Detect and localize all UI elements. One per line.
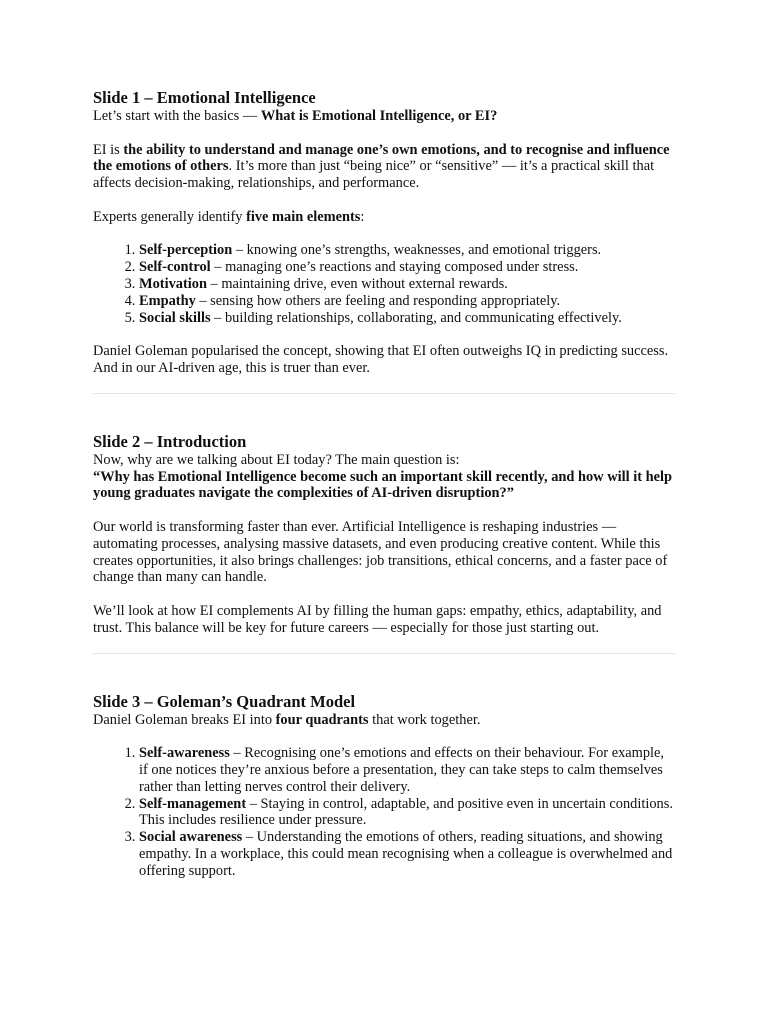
slide-1-closing: Daniel Goleman popularised the concept, showing that EI often outweighs IQ in predicting success. And in our AI-driven age, this is truer than ever. bbox=[93, 343, 669, 376]
slide-1-intro: Let’s start with the basics — What is Emotional Intelligence, or EI? bbox=[93, 108, 498, 124]
slide-2-title: Slide 2 – Introduction bbox=[93, 431, 247, 451]
slide-2-lead: Now, why are we talking about EI today? The main question is: bbox=[93, 451, 460, 468]
section-divider bbox=[93, 653, 675, 654]
slide-3-section bbox=[93, 692, 675, 880]
list-item: 4. Empathy – sensing how others are feeling and responding appropriately. bbox=[139, 293, 675, 310]
list-item: 1. Self-perception – knowing one’s strengths, weaknesses, and emotional triggers. bbox=[139, 242, 675, 259]
list-item: 2. Self-control – managing one’s reactions and staying composed under stress. bbox=[139, 259, 675, 276]
slide-2-question: “Why has Emotional Intelligence become such an important skill recently, and how will it help young graduates navigate the complexities of AI-driven disruption?” bbox=[93, 468, 672, 502]
slide-3-intro: Daniel Goleman breaks EI into four quadrants that work together. bbox=[93, 711, 481, 728]
list-item: 3. Motivation – maintaining drive, even without external rewards. bbox=[139, 276, 675, 293]
slide-1-title: Slide 1 – Emotional Intelligence bbox=[93, 88, 316, 107]
slide-2-section bbox=[93, 432, 675, 637]
slide-2-paragraph-1: Our world is transforming faster than ever. Artificial Intelligence is reshaping industries — automating processes, analysing massive datasets, and even producing creative content. While this creates opportunities, it also brings challenges: job transitions, ethical concerns, and a faster pace of change than many can handle. bbox=[93, 518, 668, 586]
slide-3-title: Slide 3 – Goleman’s Quadrant Model bbox=[93, 691, 356, 711]
slide-1-definition: EI is the ability to understand and manage one’s own emotions, and to recognise and influence the emotions of others. It’s more than just “being nice” or “sensitive” — it’s a practical skill that affects decision-making, relationships, and performance. bbox=[93, 141, 670, 192]
section-divider bbox=[93, 393, 675, 394]
list-item: 2. Self-management – Staying in control, adaptable, and positive even in uncertain conditions. This includes resilience under pressure. bbox=[139, 796, 675, 830]
list-item: 1. Self-awareness – Recognising one’s emotions and effects on their behaviour. For example, if one notices they’re anxious before a presentation, they can take steps to calm themselves rather than letting nerves control their delivery. bbox=[139, 745, 675, 795]
slide-3-quadrant-list bbox=[93, 745, 675, 879]
list-item: 3. Social awareness – Understanding the emotions of others, reading situations, and showing empathy. In a workplace, this could mean recognising when a colleague is overwhelmed and offering support. bbox=[139, 829, 675, 879]
slide-2-paragraph-2: We’ll look at how EI complements AI by filling the human gaps: empathy, ethics, adaptability, and trust. This balance will be key for future careers — especially for those just starting out. bbox=[93, 602, 662, 636]
slide-1-section bbox=[93, 88, 675, 377]
slide-1-elements-list bbox=[93, 242, 675, 326]
list-item: 5. Social skills – building relationships, collaborating, and communicating effectively. bbox=[139, 310, 675, 327]
slide-1-elements-lead: Experts generally identify five main elements: bbox=[93, 208, 365, 225]
